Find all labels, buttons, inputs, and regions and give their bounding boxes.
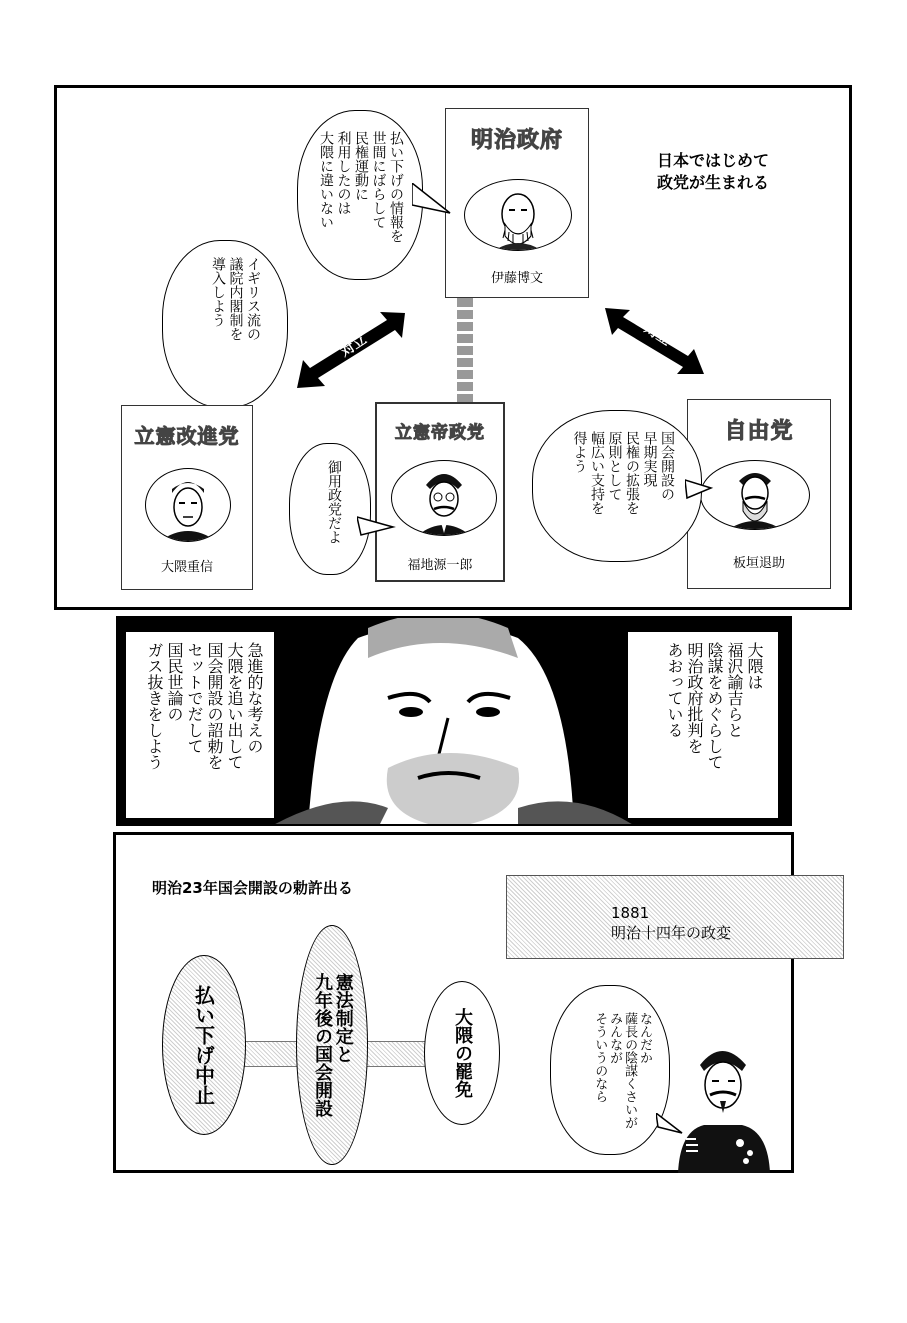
connector-bar-right	[366, 1041, 426, 1067]
party-jiyuto-title: 自由党	[724, 419, 794, 444]
party-jiyuto-person: 板垣退助	[732, 556, 785, 571]
government-title: 明治政府	[470, 128, 563, 153]
event-item-constitution: 憲法制定と 九年後の国会開設	[296, 925, 368, 1165]
speech-emperor: なんだか 薩長の陰謀くさいが みんなが そういうのなら	[550, 985, 670, 1155]
speech-tail-imperial	[357, 513, 397, 543]
arrow-left-label: 対立	[337, 331, 370, 361]
emperor-meiji-portrait	[674, 1035, 774, 1173]
party-teiseito-box	[375, 402, 505, 582]
event-year: 1881	[611, 904, 650, 922]
speech-okuma: イギリス流の 議院内閣制を 導入しよう	[162, 240, 288, 408]
government-box	[445, 108, 589, 298]
event-title-box	[506, 875, 844, 959]
party-teiseito-title: 立憲帝政党	[395, 423, 485, 443]
event-item-dismissal: 大隈の罷免	[424, 981, 500, 1125]
government-person: 伊藤博文	[490, 271, 543, 286]
panel-party-diagram	[54, 85, 852, 610]
thought-box-right	[628, 632, 778, 818]
speech-ito: 払い下げの情報を 世間にばらして 民権運動に 利用したのは 大隈に違いない	[297, 110, 423, 280]
party-kaishinto-title: 立憲改進党	[134, 424, 240, 448]
panel-ito-closeup	[116, 616, 792, 826]
speech-tail-ito	[412, 183, 452, 223]
connector-gov-imperial	[457, 298, 473, 403]
panel-political-crisis	[113, 832, 794, 1173]
connector-bar-left	[242, 1041, 298, 1067]
caption-diet-decree: 明治23年国会開設の勅許出る	[152, 879, 353, 897]
face-itagaki-icon	[701, 461, 809, 529]
face-okuma-icon	[146, 469, 230, 541]
face-ito-icon	[465, 180, 571, 250]
caption-first-parties: 日本ではじめて 政党が生まれる	[657, 151, 770, 192]
speech-tail-itagaki	[685, 478, 715, 508]
event-name: 明治十四年の政変	[611, 924, 732, 942]
portrait-okuma	[145, 468, 231, 542]
portrait-itagaki	[700, 460, 810, 530]
arrow-right-label: 対立	[641, 320, 674, 350]
thought-text-left: 急進的な考えの 大隈を追い出して 国会開設の詔勅を セットでだして 国民世論の ガス抜きをしよう	[145, 642, 264, 770]
party-kaishinto-person: 大隈重信	[160, 560, 213, 575]
portrait-fukuchi	[391, 460, 497, 536]
party-teiseito-person: 福地源一郎	[407, 558, 473, 573]
speech-imperial: 御用政党だよ	[289, 443, 371, 575]
event-item-suspension: 払い下げ中止	[162, 955, 246, 1135]
thought-box-left	[126, 632, 274, 818]
speech-itagaki: 国会開設の 早期実現 民権の拡張を 原則として 幅広い支持を 得よう	[532, 410, 702, 562]
thought-text-right: 大隈は 福沢諭吉らと 陰謀をめぐらして 明治政府批判を あおっている	[665, 642, 764, 770]
face-fukuchi-icon	[392, 461, 496, 535]
party-kaishinto-box	[121, 405, 253, 590]
portrait-ito	[464, 179, 572, 251]
